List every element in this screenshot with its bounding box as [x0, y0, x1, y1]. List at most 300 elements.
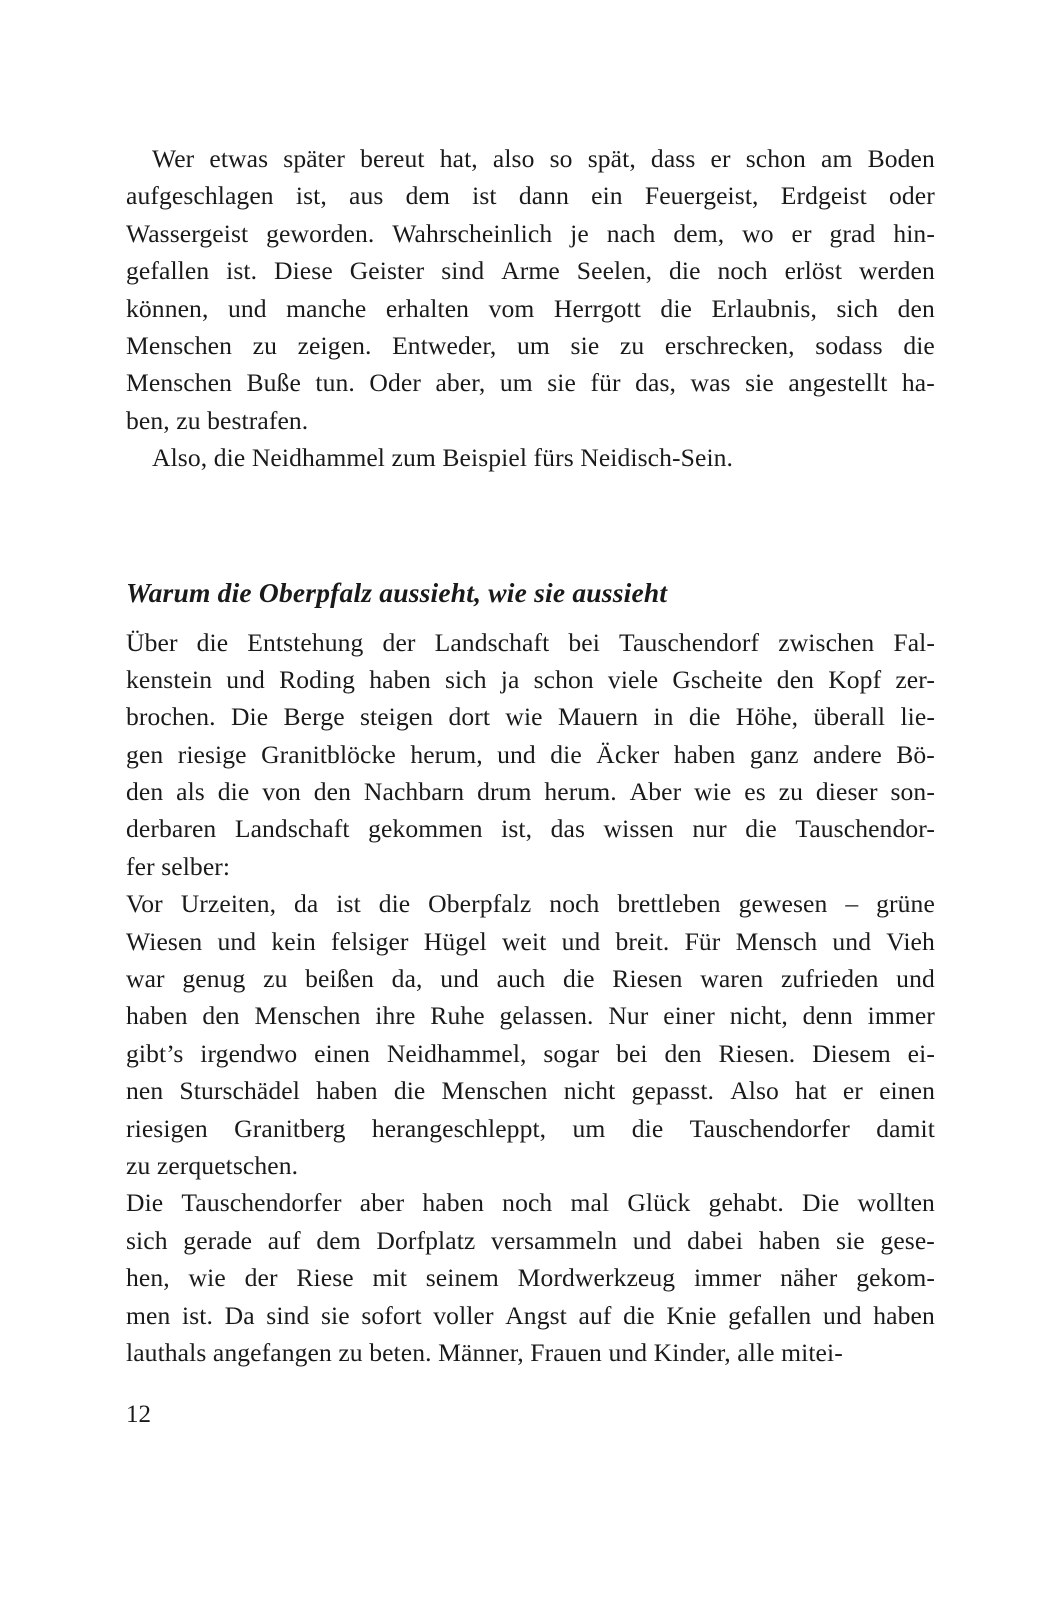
line-word: Feuergeist,	[644, 181, 759, 211]
line-word: zeigen.	[297, 330, 372, 360]
text-line	[126, 252, 935, 289]
line-word: etwas	[209, 144, 269, 173]
line-word: sie	[547, 368, 576, 398]
line-word: haben	[758, 1225, 821, 1255]
text-line	[126, 402, 935, 439]
line-word: Menschen	[441, 1076, 548, 1106]
paragraph-neidhammel	[126, 439, 935, 476]
section-heading: Warum die Oberpfalz aussieht, wie sie aussieht	[126, 576, 668, 608]
line-word: riesigen	[126, 1113, 208, 1143]
text-line	[126, 1297, 935, 1334]
line-word: lie-	[900, 702, 935, 732]
line-word: Riesen.	[718, 1038, 796, 1068]
line-word: auch	[496, 964, 546, 994]
line-word: die	[393, 1076, 426, 1106]
line-word: Die	[126, 1188, 164, 1218]
line-word: zu	[778, 777, 803, 807]
line-word: aufgeschlagen	[126, 181, 274, 211]
line-word: einen	[314, 1038, 371, 1068]
line-word: spät,	[587, 144, 636, 173]
line-word: irgendwo	[200, 1038, 298, 1068]
line-word: Gscheite	[672, 664, 763, 694]
line-word: immer	[867, 1001, 935, 1031]
line-word: drum	[477, 777, 532, 807]
line-word: also	[492, 144, 535, 173]
line-word: ist,	[501, 814, 533, 844]
text-line	[126, 1259, 935, 1296]
line-word: Entstehung	[247, 627, 364, 657]
line-word: haben	[369, 664, 431, 694]
line-word: je	[570, 218, 589, 248]
line-word: Oder	[369, 368, 421, 398]
line-word: den	[897, 293, 935, 323]
line-word: wo	[742, 218, 774, 248]
line-word: genug	[182, 964, 246, 994]
line-word: tun.	[315, 368, 355, 398]
line-word: aus	[349, 181, 384, 211]
line-word: für	[590, 368, 621, 398]
line-word: wollten	[857, 1188, 935, 1218]
line-word: weit	[501, 926, 547, 956]
line-word: gekommen	[368, 814, 483, 844]
line-word: überall	[813, 702, 886, 732]
line-word: Berge	[283, 702, 345, 732]
line-word: mit	[372, 1263, 407, 1293]
line-word: steigen	[359, 702, 434, 732]
line-word: Hügel	[423, 926, 487, 956]
line-word: wie	[188, 1263, 226, 1293]
line-word: Arme	[501, 256, 560, 286]
line-word: erlöst	[784, 256, 843, 286]
line-word: derbaren	[126, 814, 217, 844]
line-word: haben	[316, 1076, 378, 1106]
line-word: ist.	[182, 1300, 213, 1330]
line-word: bereut	[360, 144, 425, 173]
paragraph-entstehung	[126, 624, 935, 886]
line-word: haben	[673, 739, 736, 769]
line-word: gekom-	[856, 1263, 935, 1293]
line-word: einen	[879, 1076, 935, 1106]
line-word: es	[744, 777, 766, 807]
line-word: Mordwerkzeug	[517, 1263, 676, 1293]
line-word: den	[776, 664, 815, 694]
line-word: angestellt	[788, 368, 888, 398]
line-word: erschrecken,	[664, 330, 795, 360]
line-word: und	[822, 1300, 862, 1330]
line-word: Erdgeist	[780, 181, 867, 211]
line-word: sie	[836, 1225, 865, 1255]
line-word: ganz	[749, 739, 799, 769]
text-line	[126, 290, 935, 327]
line-word: später	[283, 144, 345, 173]
line-word: sodass	[815, 330, 883, 360]
line-word: oder	[888, 181, 935, 211]
line-word: schon	[533, 664, 594, 694]
line-word: zu	[619, 330, 645, 360]
line-word: haben	[422, 1188, 485, 1218]
line-word: in	[653, 702, 674, 732]
line-word: aber	[359, 1188, 405, 1218]
line-word: Herrgott	[553, 293, 641, 323]
line-word: manche	[286, 293, 367, 323]
line-word: und	[497, 739, 536, 769]
line-word: die	[550, 739, 582, 769]
line-word: ei-	[907, 1038, 935, 1068]
line-word: sind	[441, 256, 485, 286]
line-word: kenstein	[126, 664, 213, 694]
line-word: die	[378, 889, 411, 919]
line-word: erhalten	[385, 293, 470, 323]
line-word: Sturschädel	[179, 1076, 300, 1106]
line-word: andere	[812, 739, 882, 769]
line-word: Ruhe	[430, 1001, 485, 1031]
line-word: Wassergeist	[126, 218, 249, 248]
line-word: hin-	[893, 218, 935, 248]
line-word: noch	[717, 256, 768, 286]
line-word: die	[688, 702, 721, 732]
line-word: das,	[635, 368, 677, 398]
line-word: Da	[224, 1300, 255, 1330]
line-word: ihre	[375, 1001, 416, 1031]
line-word: mal	[570, 1188, 610, 1218]
line-word: wie	[505, 702, 543, 732]
line-word: herangeschleppt,	[371, 1113, 547, 1143]
line-word: Tauschendorf	[619, 627, 760, 657]
line-word: da	[294, 889, 319, 919]
line-word: hat	[795, 1076, 827, 1106]
line-word: einer	[663, 1001, 715, 1031]
line-word: sich	[126, 1225, 168, 1255]
line-word: geworden.	[266, 218, 375, 248]
line-word: ha-	[901, 368, 935, 398]
line-word: Granitberg	[234, 1113, 346, 1143]
line-word: auf	[578, 1300, 612, 1330]
line-word: den	[664, 1038, 702, 1068]
line-segment: ben, zu bestrafen.	[126, 405, 309, 435]
line-word: um	[572, 1113, 606, 1143]
text-line	[126, 1184, 935, 1221]
line-word: gewesen	[738, 889, 828, 919]
line-word: sie	[570, 330, 600, 360]
text-line	[126, 624, 935, 661]
text-line	[126, 1334, 935, 1371]
paragraph-glueck	[126, 1184, 935, 1371]
line-segment: Also, die Neidhammel zum Beispiel fürs Neidisch-Sein.	[152, 443, 734, 473]
line-word: Tauschendor-	[795, 814, 935, 844]
line-word: men	[126, 1300, 171, 1330]
line-word: damit	[876, 1113, 935, 1143]
line-word: da,	[391, 964, 423, 994]
line-word: gefallen	[728, 1300, 812, 1330]
text-line	[126, 1222, 935, 1259]
text-line	[126, 177, 935, 214]
line-word: ist	[336, 889, 361, 919]
line-word: herum,	[410, 739, 483, 769]
line-word: zu	[252, 330, 277, 360]
text-line	[126, 215, 935, 252]
line-word: ja	[500, 664, 520, 694]
line-word: die	[563, 964, 595, 994]
line-word: sie	[320, 1300, 350, 1330]
line-word: und	[632, 1225, 672, 1255]
line-word: noch	[549, 889, 600, 919]
line-word: Riese	[296, 1263, 354, 1293]
line-word: dabei	[687, 1225, 744, 1255]
line-word: felsiger	[331, 926, 409, 956]
line-word: die	[217, 777, 250, 807]
line-word: Diese	[274, 256, 333, 286]
line-word: viele	[607, 664, 659, 694]
line-word: denn	[802, 1001, 853, 1031]
line-word: und	[226, 664, 265, 694]
line-word: zufrieden	[780, 964, 879, 994]
line-word: schon	[745, 144, 806, 173]
line-word: gese-	[880, 1225, 935, 1255]
line-word: zwischen	[778, 627, 875, 657]
line-word: näher	[780, 1263, 838, 1293]
line-word: waren	[700, 964, 764, 994]
line-word: Menschen	[126, 368, 232, 398]
line-word: Fal-	[893, 627, 935, 657]
line-word: noch	[502, 1188, 553, 1218]
line-word: Tauschendorfer	[181, 1188, 342, 1218]
text-line	[126, 698, 935, 735]
line-word: war	[126, 964, 165, 994]
line-word: Oberpfalz	[428, 889, 532, 919]
line-word: die	[903, 330, 935, 360]
line-word: Für	[684, 926, 721, 956]
line-word: nicht,	[729, 1001, 788, 1031]
text-line	[126, 439, 935, 476]
line-word: den	[313, 777, 352, 807]
text-line	[126, 1147, 935, 1184]
line-word: können,	[126, 293, 209, 323]
line-word: Roding	[279, 664, 356, 694]
line-word: Erlaubnis,	[711, 293, 817, 323]
line-word: bei	[568, 627, 600, 657]
line-word: und	[227, 293, 267, 323]
page-text-block	[126, 140, 935, 1371]
line-word: Äcker	[596, 739, 660, 769]
line-word: vom	[488, 293, 535, 323]
line-word: als	[176, 777, 205, 807]
line-word: der	[244, 1263, 278, 1293]
line-word: die	[660, 293, 692, 323]
line-word: Wiesen	[126, 926, 203, 956]
line-word: ein	[591, 181, 623, 211]
line-word: was	[690, 368, 731, 398]
line-word: den	[126, 777, 164, 807]
line-word: aber,	[435, 368, 486, 398]
line-word: breit.	[615, 926, 670, 956]
text-line	[126, 1072, 935, 1109]
line-word: wissen	[603, 814, 674, 844]
line-word: dass	[650, 144, 696, 173]
line-word: Boden	[867, 144, 935, 173]
line-word: kein	[271, 926, 316, 956]
line-word: ist,	[295, 181, 327, 211]
line-word: die	[631, 1113, 664, 1143]
line-word: seinem	[425, 1263, 499, 1293]
line-word: nen	[126, 1076, 164, 1106]
line-word: den	[202, 1001, 240, 1031]
text-line	[126, 327, 935, 364]
line-word: er	[710, 144, 731, 173]
text-line	[126, 810, 935, 847]
line-word: nicht	[563, 1076, 616, 1106]
line-word: Entweder,	[392, 330, 497, 360]
line-word: brettleben	[617, 889, 721, 919]
line-word: –	[845, 889, 859, 919]
line-word: Die	[802, 1188, 840, 1218]
line-segment: lauthals angefangen zu beten. Männer, Frauen und Kinder, alle mitei-	[126, 1337, 843, 1367]
line-word: hat,	[439, 144, 478, 173]
line-word: die	[196, 627, 229, 657]
text-line	[126, 997, 935, 1034]
section-spacer	[126, 477, 935, 574]
line-word: von	[262, 777, 301, 807]
line-word: die	[745, 814, 777, 844]
line-word: werden	[858, 256, 935, 286]
line-word: auf	[267, 1225, 301, 1255]
line-word: Landschaft	[234, 814, 350, 844]
line-word: wie	[694, 777, 732, 807]
text-line	[126, 661, 935, 698]
line-word: zer-	[895, 664, 935, 694]
text-line	[126, 848, 935, 885]
text-line	[126, 736, 935, 773]
line-word: gepasst.	[631, 1076, 715, 1106]
line-segment: fer selber:	[126, 851, 231, 881]
line-word: grad	[829, 218, 876, 248]
text-line	[126, 1110, 935, 1147]
line-word: haben	[126, 1001, 188, 1031]
line-segment: zu zerquetschen.	[126, 1150, 299, 1180]
line-word: Menschen	[254, 1001, 361, 1031]
line-word: dieser	[815, 777, 878, 807]
line-word: und	[896, 964, 935, 994]
line-word: Also	[730, 1076, 779, 1106]
line-word: beißen	[305, 964, 374, 994]
line-word: sich	[836, 293, 879, 323]
line-word: Bö-	[896, 739, 935, 769]
line-word: Diesem	[812, 1038, 891, 1068]
line-word: sofort	[361, 1300, 422, 1330]
line-word: son-	[890, 777, 935, 807]
text-line	[126, 140, 935, 177]
line-word: die	[669, 256, 701, 286]
line-word: und	[217, 926, 257, 956]
line-word: dem	[405, 181, 450, 211]
line-word: Über	[126, 627, 178, 657]
line-word: gefallen	[126, 256, 210, 286]
line-word: nur	[692, 814, 727, 844]
line-word: Wahrscheinlich	[392, 218, 553, 248]
line-word: er	[791, 218, 812, 248]
line-word: hen,	[126, 1263, 170, 1293]
line-word: Nachbarn	[363, 777, 465, 807]
line-word: voller	[433, 1300, 494, 1330]
line-word: ist.	[226, 256, 258, 286]
line-word: sich	[444, 664, 487, 694]
text-line	[126, 773, 935, 810]
line-word: Vieh	[886, 926, 935, 956]
line-word: Landschaft	[434, 627, 550, 657]
line-word: riesige	[177, 739, 247, 769]
line-word: sie	[745, 368, 774, 398]
line-word: Buße	[246, 368, 301, 398]
line-word: gibt’s	[126, 1038, 184, 1068]
line-word: Mensch	[735, 926, 818, 956]
line-word: Knie	[666, 1300, 717, 1330]
line-word: sogar	[543, 1038, 600, 1068]
line-word: dort	[448, 702, 491, 732]
line-word: gerade	[183, 1225, 253, 1255]
line-word: versammeln	[491, 1225, 618, 1255]
line-word: Kopf	[828, 664, 882, 694]
line-word: das	[550, 814, 586, 844]
line-word: dem	[316, 1225, 361, 1255]
text-line	[126, 364, 935, 401]
line-word: Mauern	[557, 702, 639, 732]
line-word: die	[623, 1300, 655, 1330]
line-word: Neidhammel,	[386, 1038, 527, 1068]
line-word: Tauschendorfer	[689, 1113, 850, 1143]
text-line	[126, 960, 935, 997]
line-word: herum.	[544, 777, 617, 807]
line-word: Die	[230, 702, 269, 732]
line-word: dem,	[673, 218, 725, 248]
line-word: Seelen,	[576, 256, 653, 286]
text-line	[126, 923, 935, 960]
line-word: gelassen.	[499, 1001, 594, 1031]
line-word: Vor	[126, 889, 163, 919]
line-word: Nur	[608, 1001, 649, 1031]
line-word: und	[561, 926, 601, 956]
line-word: und	[832, 926, 872, 956]
line-word: zu	[263, 964, 288, 994]
line-word: sind	[266, 1300, 310, 1330]
line-word: Granitblöcke	[261, 739, 396, 769]
line-word: Menschen	[126, 330, 232, 360]
line-word: dann	[518, 181, 569, 211]
line-word: haben	[873, 1300, 935, 1330]
line-word: nach	[606, 218, 656, 248]
line-word: Geister	[349, 256, 425, 286]
line-word: um	[517, 330, 550, 360]
line-word: Glück	[627, 1188, 691, 1218]
line-word: und	[440, 964, 479, 994]
line-word: brochen.	[126, 702, 216, 732]
line-word: Dorfplatz	[376, 1225, 476, 1255]
line-word: Riesen	[612, 964, 683, 994]
line-word: immer	[693, 1263, 762, 1293]
text-line	[126, 1035, 935, 1072]
line-word: Aber	[629, 777, 682, 807]
line-word: Höhe,	[735, 702, 799, 732]
line-word: Urzeiten,	[180, 889, 277, 919]
page-number: 12	[126, 1401, 151, 1428]
line-word: Angst	[505, 1300, 567, 1330]
line-word: der	[382, 627, 416, 657]
paragraph-urzeiten	[126, 885, 935, 1184]
line-word: grüne	[876, 889, 935, 919]
line-word: gen	[126, 739, 164, 769]
line-word: er	[842, 1076, 863, 1106]
line-word: gehabt.	[708, 1188, 784, 1218]
text-line	[126, 885, 935, 922]
line-word: bei	[616, 1038, 648, 1068]
